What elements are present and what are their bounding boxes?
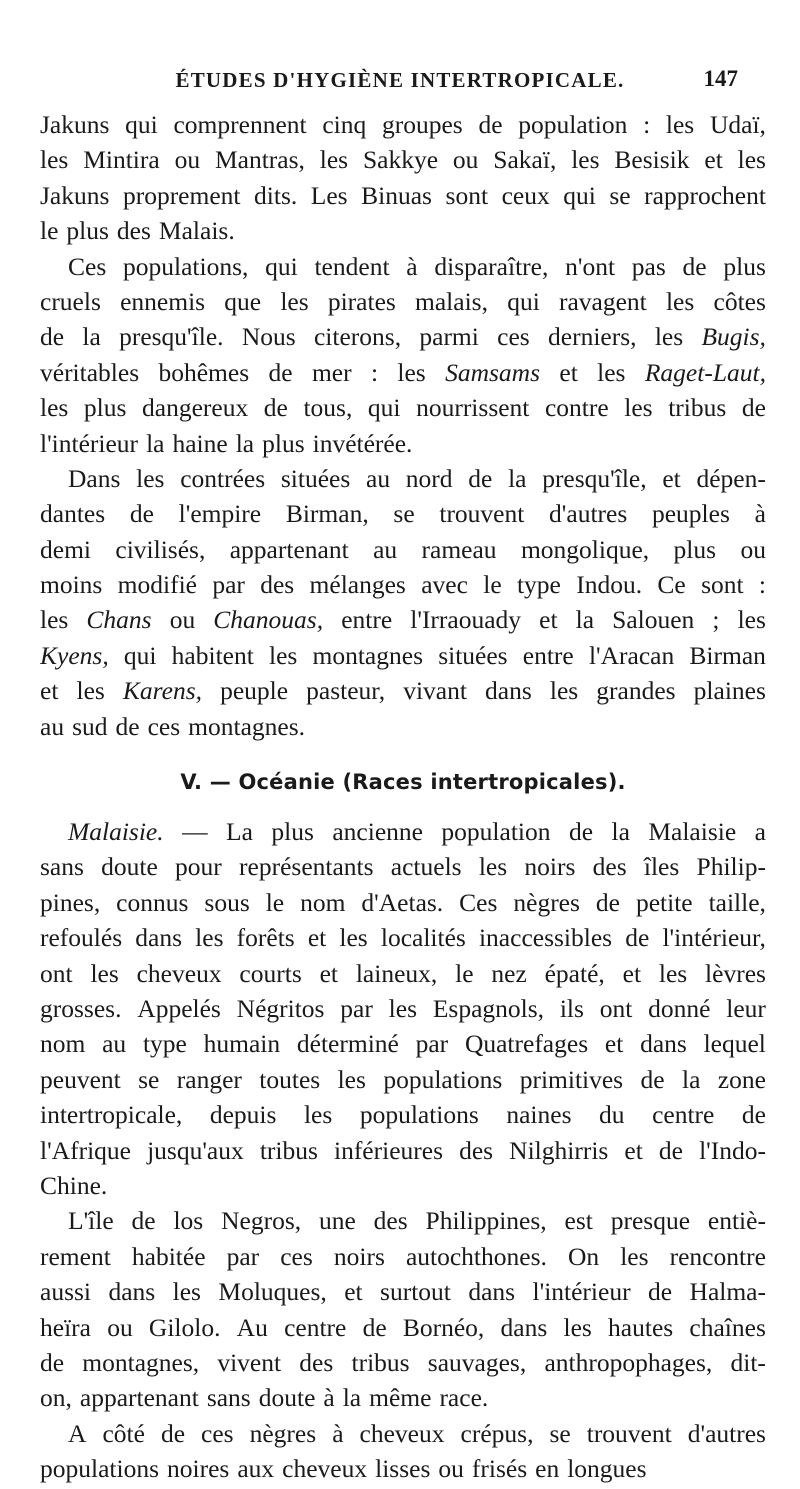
paragraph xyxy=(40,252,766,464)
text-line: le plus des Malais. xyxy=(40,216,235,246)
text-line: on, appartenant sans doute à la même race. xyxy=(40,1383,489,1413)
text-line: sans doute pour représentants actuels les noirs des îles Philip- xyxy=(40,852,766,882)
text-line: moins modifié par des mélanges avec le type Indou. Ce sont : xyxy=(40,570,766,600)
text-line: rement habitée par ces noirs autochthones. On les rencontre xyxy=(40,1241,766,1271)
paragraph xyxy=(40,1206,766,1418)
text-line: Kyens, qui habitent les montagnes situées entre l'Aracan Birman xyxy=(40,640,766,670)
page-number: 147 xyxy=(703,66,738,91)
section-heading: V. — Océanie (Races intertropicales). xyxy=(180,770,626,795)
text-line: pines, connus sous le nom d'Aetas. Ces nègres de petite taille, xyxy=(40,887,766,917)
paragraph xyxy=(40,464,766,747)
text-line: L'île de los Negros, une des Philippines, est presque entiè- xyxy=(68,1206,766,1236)
paragraph xyxy=(40,1419,766,1489)
text-line: de montagnes, vivent des tribus sauvages, anthropophages, dit- xyxy=(40,1347,766,1377)
text-line: nom au type humain déterminé par Quatrefages et dans lequel xyxy=(40,1029,766,1059)
running-title: ÉTUDES D'HYGIÈNE INTERTROPICALE. xyxy=(175,68,625,92)
text-line: Dans les contrées situées au nord de la presqu'île, et dépen- xyxy=(68,463,766,493)
text-line: dantes de l'empire Birman, se trouvent d'autres peuples à xyxy=(40,499,766,529)
text-line: grosses. Appelés Négritos par les Espagnols, ils ont donné leur xyxy=(40,993,766,1023)
text-line: Jakuns proprement dits. Les Binuas sont ceux qui se rapprochent xyxy=(40,180,766,210)
text-line: les plus dangereux de tous, qui nourrissent contre les tribus de xyxy=(40,393,766,423)
text-line: Malaisie. — La plus ancienne population de la Malaisie a xyxy=(68,817,766,847)
text-line: Jakuns qui comprennent cinq groupes de population : les Udaï, xyxy=(40,110,766,139)
text-block-after-heading xyxy=(40,817,766,1489)
text-line: ont les cheveux courts et laineux, le nez épaté, et les lèvres xyxy=(40,958,766,988)
text-line: heïra ou Gilolo. Au centre de Bornéo, dans les hautes chaînes xyxy=(40,1312,766,1342)
text-line: les Mintira ou Mantras, les Sakkye ou Sakaï, les Besisik et les xyxy=(40,145,766,175)
text-line: intertropicale, depuis les populations naines du centre de xyxy=(40,1100,766,1130)
text-line: cruels ennemis que les pirates malais, qui ravagent les côtes xyxy=(40,286,766,316)
page-body xyxy=(40,110,766,1489)
text-line: peuvent se ranger toutes les populations primitives de la zone xyxy=(40,1064,766,1094)
page-header xyxy=(0,62,800,102)
text-line: l'intérieur la haine la plus invétérée. xyxy=(40,428,413,458)
text-line: Ces populations, qui tendent à disparaître, n'ont pas de plus xyxy=(68,251,766,281)
text-line: aussi dans les Moluques, et surtout dans l'intérieur de Halma- xyxy=(40,1277,766,1307)
text-line: demi civilisés, appartenant au rameau mongolique, plus ou xyxy=(40,534,766,564)
text-line: l'Afrique jusqu'aux tribus inférieures des Nilghirris et de l'Indo- xyxy=(40,1135,766,1165)
text-line: les Chans ou Chanouas, entre l'Irraouady et la Salouen ; les xyxy=(40,605,766,635)
text-line: et les Karens, peuple pasteur, vivant dans les grandes plaines xyxy=(40,676,766,706)
paragraph xyxy=(40,817,766,1206)
text-line: au sud de ces montagnes. xyxy=(40,711,306,741)
text-line: Chine. xyxy=(40,1170,108,1200)
text-line: véritables bohêmes de mer : les Samsams et les Raget-Laut, xyxy=(40,357,766,387)
paragraph xyxy=(40,110,766,252)
text-line: refoulés dans les forêts et les localités inaccessibles de l'intérieur, xyxy=(40,923,766,953)
text-line: de la presqu'île. Nous citerons, parmi ces derniers, les Bugis, xyxy=(40,322,766,352)
text-line: A côté de ces nègres à cheveux crépus, se trouvent d'autres xyxy=(68,1418,766,1448)
text-line: populations noires aux cheveux lisses ou frisés en longues xyxy=(40,1454,647,1484)
text-block-before-heading xyxy=(40,110,766,747)
